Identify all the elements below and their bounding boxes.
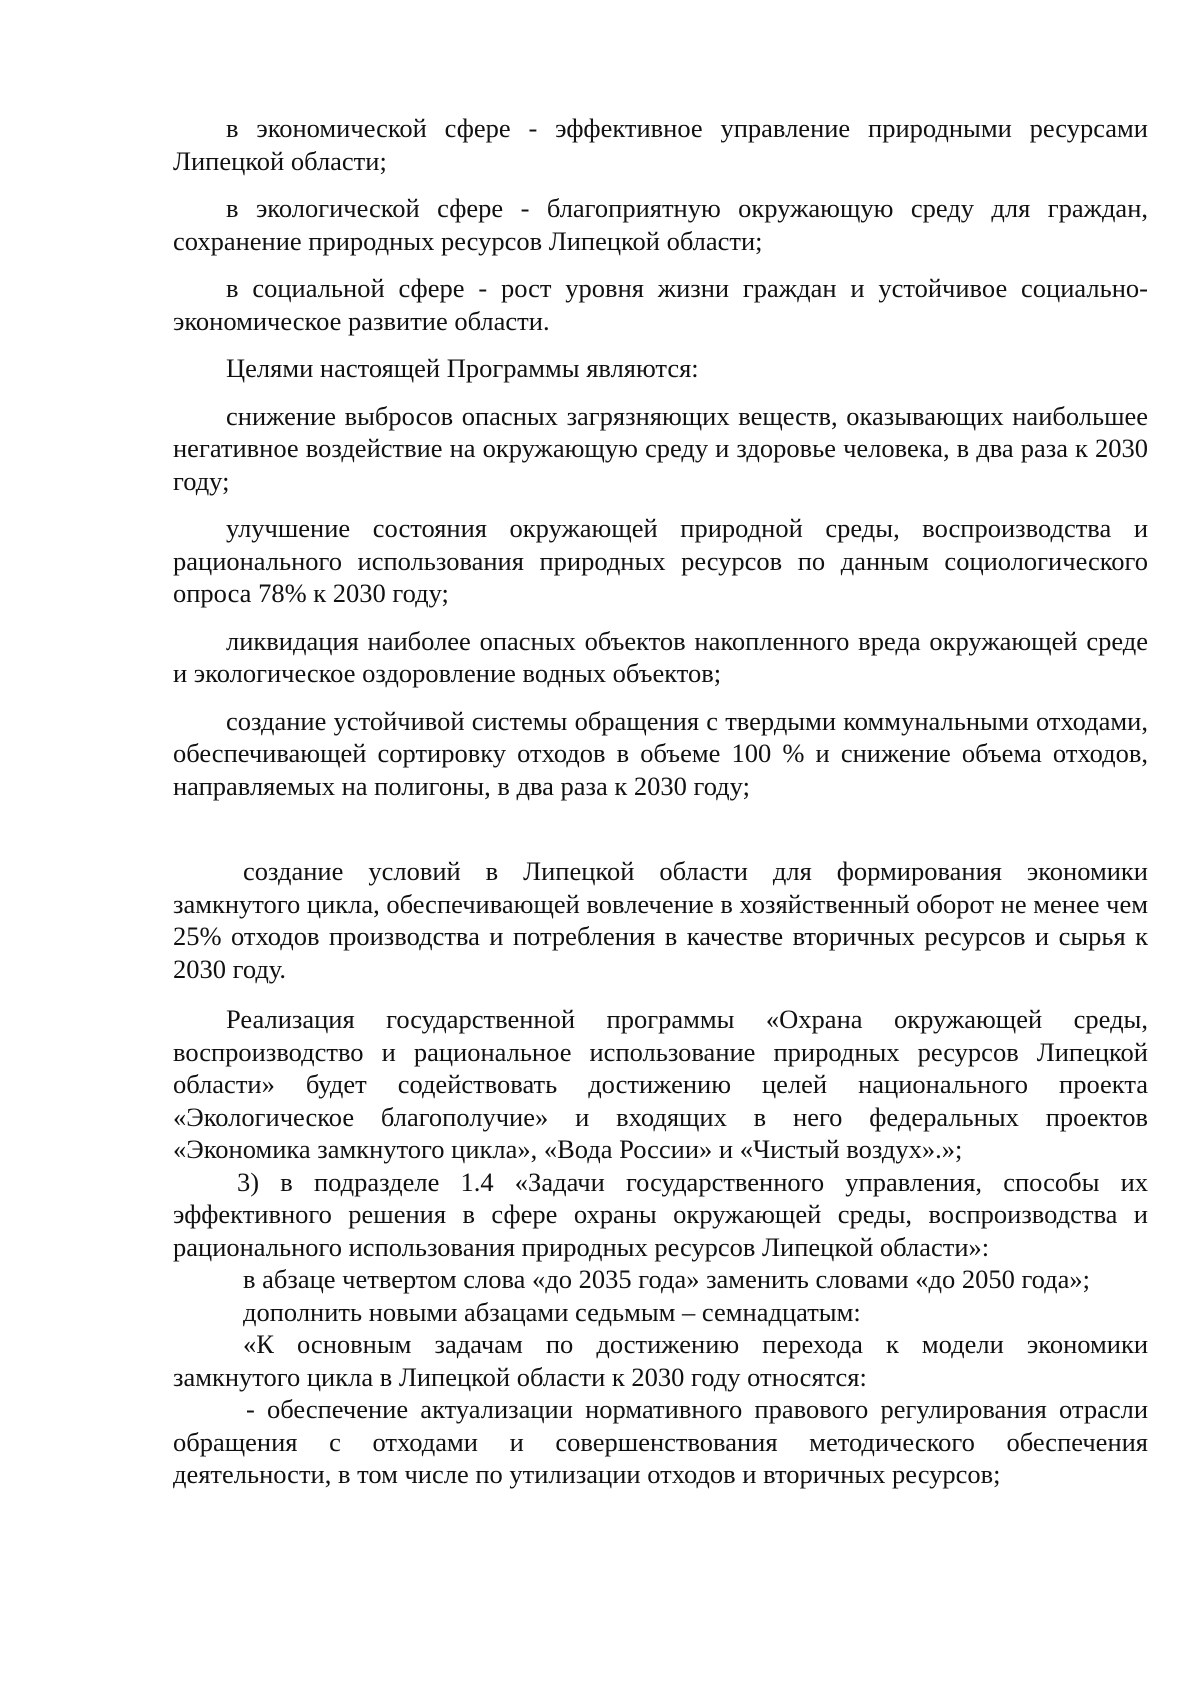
paragraph-fourth-paragraph-amendment: в абзаце четвертом слова «до 2035 года» заменить словами «до 2050 года»; (243, 1264, 1091, 1294)
paragraph-program-implementation: Реализация государственной программы «Охрана окружающей среды, воспроизводство и рациональное использование природных ресурсов Липецкой области» будет содействовать достижению целей национального проекта «Экологическое благополучие» и входящих в него федеральных проектов «Экономика замкнутого цикла», «Вода России» и «Чистый воздух».»; (173, 1004, 1148, 1164)
paragraph-goals-heading: Целями настоящей Программы являются: (226, 353, 699, 383)
paragraph-social-sphere: в социальной сфере - рост уровня жизни граждан и устойчивое социально-экономическое развитие области. (173, 273, 1148, 336)
paragraph-regulation-task: - обеспечение актуализации нормативного правового регулирования отрасли обращения с отходами и совершенствования методического обеспечения деятельности, в том числе по утилизации отходов и вторичных ресурсов; (173, 1394, 1148, 1489)
paragraph-circular-economy-goal: создание условий в Липецкой области для формирования экономики замкнутого цикла, обеспечивающей вовлечение в хозяйственный оборот не менее чем 25% отходов производства и потребления в качестве вторичных ресурсов и сырья к 2030 году. (173, 856, 1148, 984)
paragraph-ecological-sphere: в экологической сфере - благоприятную окружающую среду для граждан, сохранение природных ресурсов Липецкой области; (173, 193, 1148, 256)
paragraph-subsection-amendment: 3) в подразделе 1.4 «Задачи государственного управления, способы их эффективного решения в сфере охраны окружающей среды, воспроизводства и рационального использования природных ресурсов Липецкой области»: (173, 1166, 1148, 1262)
paragraph-main-tasks: «К основным задачам по достижению перехода к модели экономики замкнутого цикла в Липецкой области к 2030 году относятся: (173, 1329, 1148, 1392)
paragraph-new-paragraphs: дополнить новыми абзацами седьмым – семнадцатым: (243, 1296, 861, 1327)
paragraph-emissions-goal: снижение выбросов опасных загрязняющих веществ, оказывающих наибольшее негативное воздействие на окружающую среду и здоровье человека, в два раза к 2030 году; (173, 400, 1148, 496)
paragraph-waste-system-goal: создание устойчивой системы обращения с твердыми коммунальными отходами, обеспечивающей сортировку отходов в объеме 100 % и снижение объема отходов, направляемых на полигоны, в два раза к 2030 году; (173, 705, 1148, 801)
paragraph-liquidation-goal: ликвидация наиболее опасных объектов накопленного вреда окружающей среде и экологическое оздоровление водных объектов; (173, 625, 1148, 688)
paragraph-economic-sphere: в экономической сфере - эффективное управление природными ресурсами Липецкой области; (173, 113, 1148, 176)
paragraph-environment-goal: улучшение состояния окружающей природной среды, воспроизводства и рационального использования природных ресурсов по данным социологического опроса 78% к 2030 году; (173, 513, 1148, 608)
document-body (173, 112, 1148, 1491)
